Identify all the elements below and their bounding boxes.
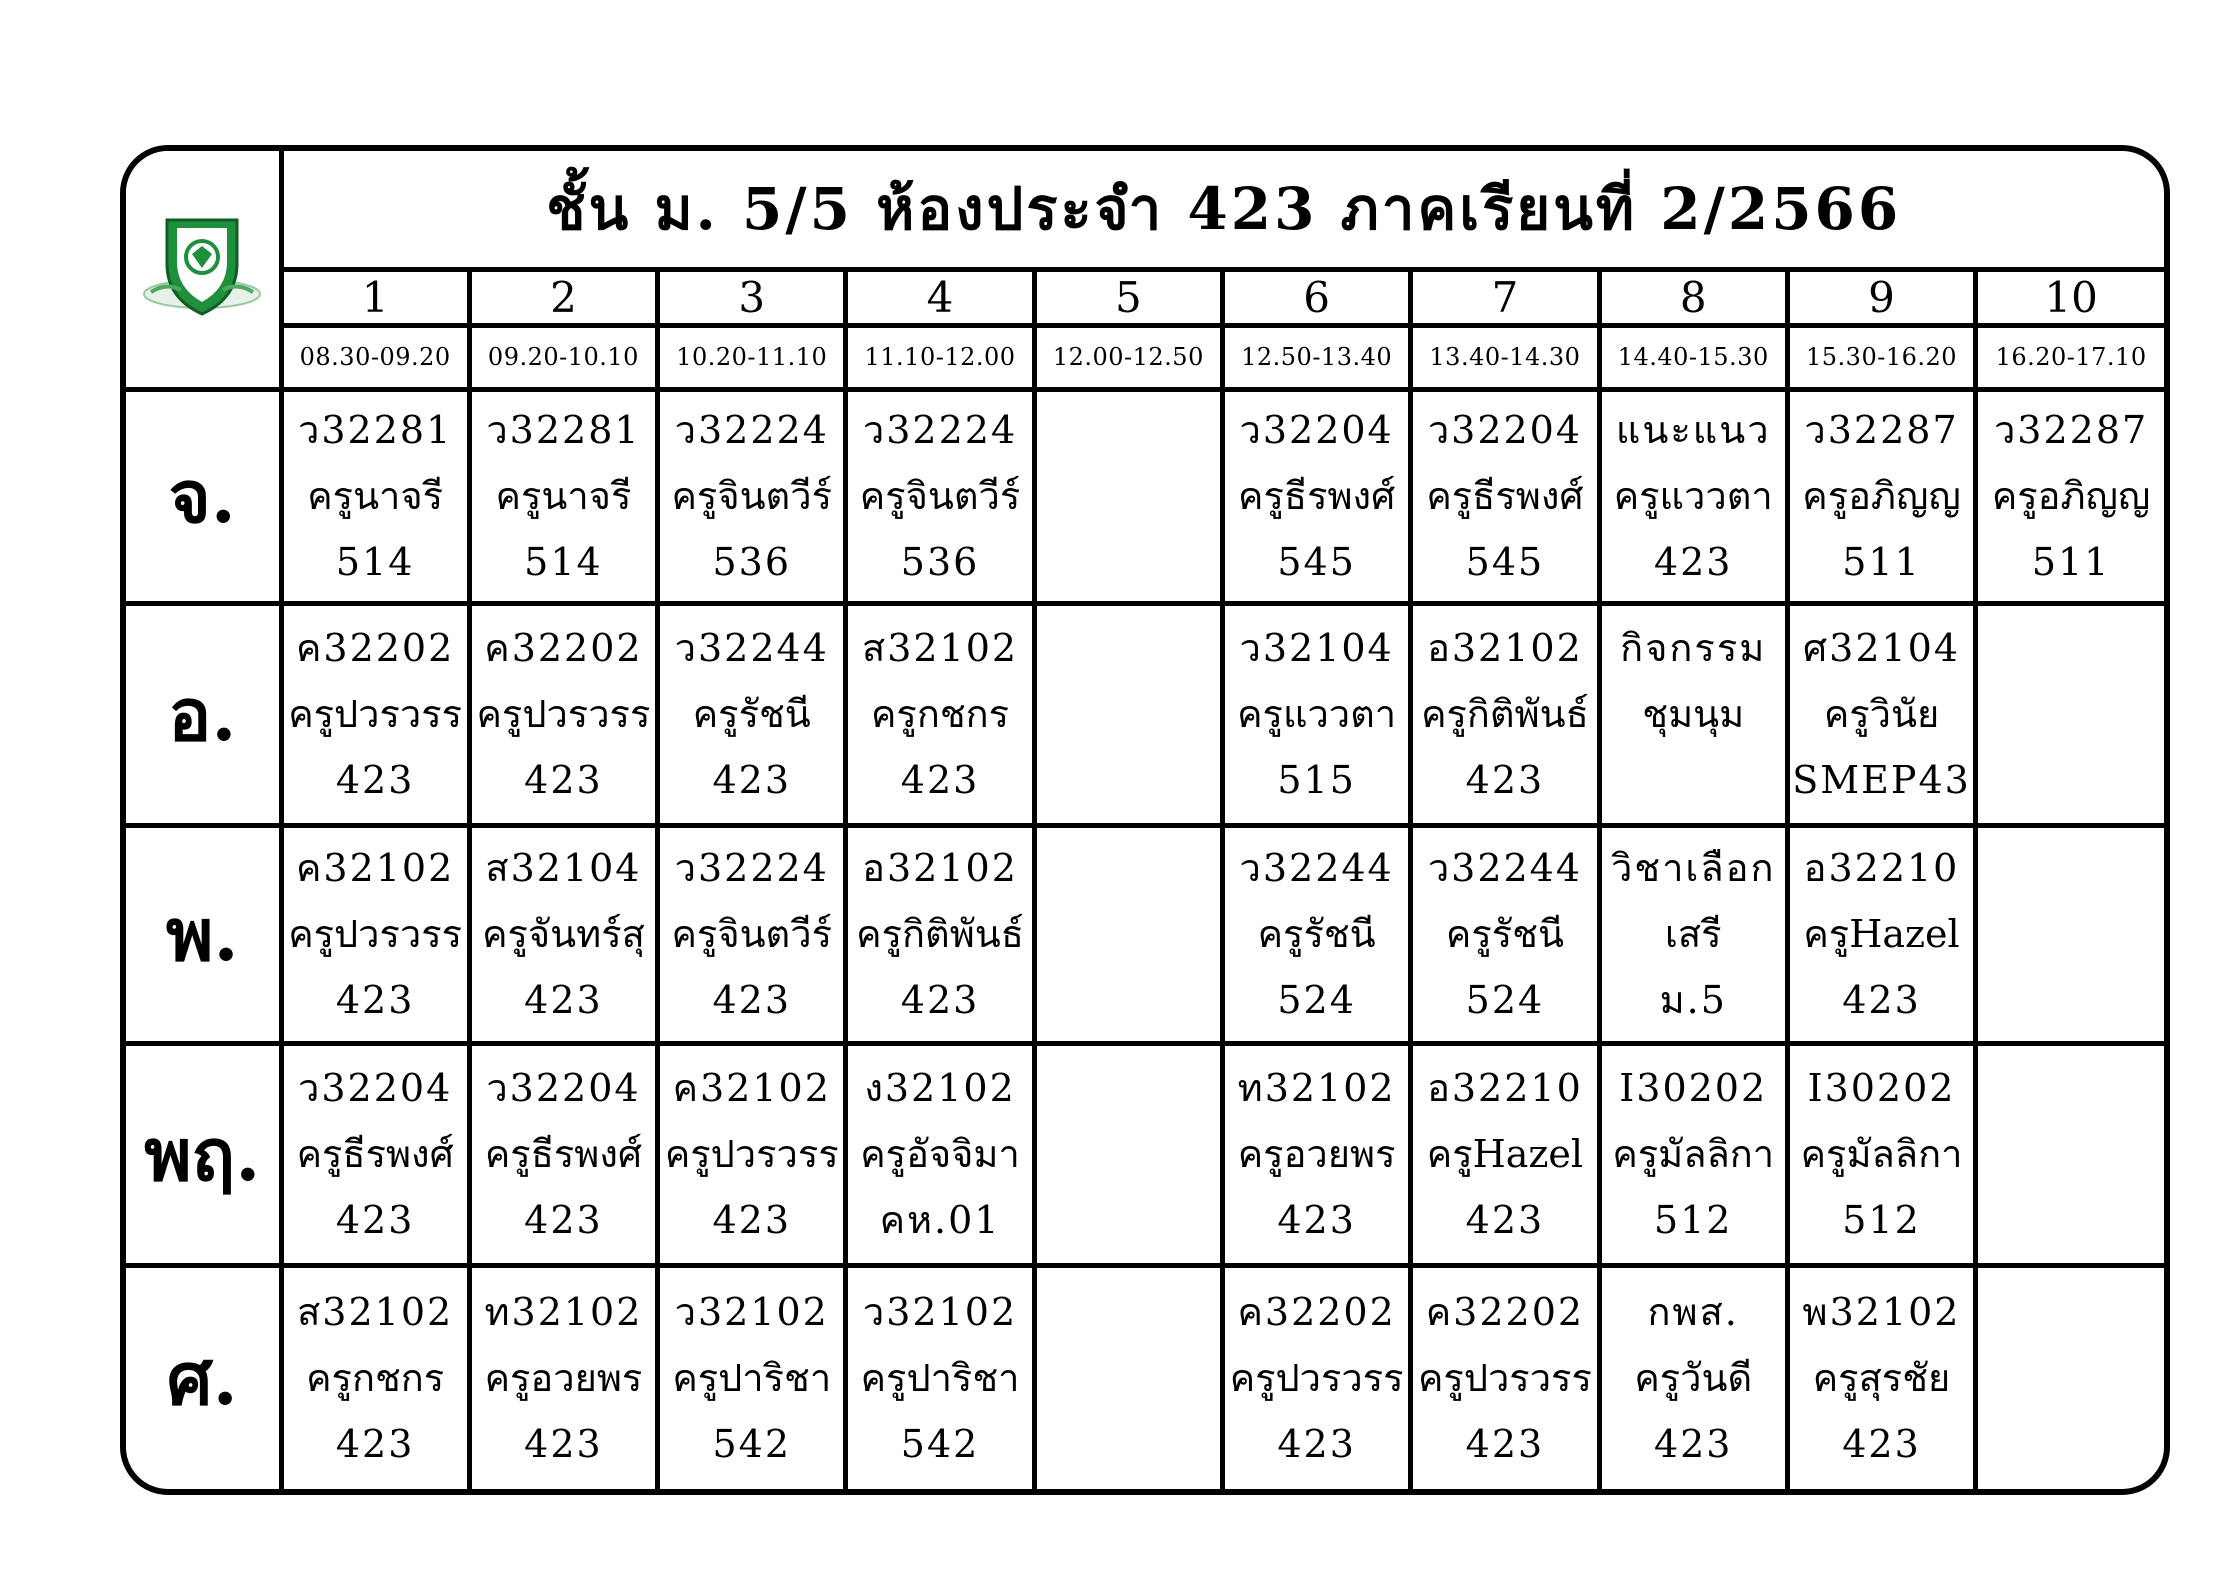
room-number: 423 xyxy=(1465,1198,1545,1242)
day-row xyxy=(126,1043,2164,1265)
room-number: 423 xyxy=(1277,1198,1356,1242)
schedule-cell xyxy=(281,1265,469,1489)
teacher-name: ครูปวรวรร xyxy=(1229,1356,1404,1401)
subject-code: ค32202 xyxy=(1237,1290,1396,1335)
room-number: 423 xyxy=(335,978,415,1022)
schedule-cell xyxy=(1976,825,2164,1043)
subject-code: ส32102 xyxy=(297,1290,454,1335)
schedule-cell xyxy=(469,389,657,603)
room-number: 512 xyxy=(1842,1198,1921,1242)
subject-code xyxy=(1037,1279,1220,1345)
room-number xyxy=(1037,529,1220,595)
teacher-name: ครูจินตวีร์ xyxy=(671,474,832,518)
schedule-cell xyxy=(1599,603,1787,825)
schedule-cell xyxy=(1976,1265,2164,1489)
room-number xyxy=(1037,747,1220,813)
subject-code xyxy=(1978,615,2164,681)
schedule-cell xyxy=(846,603,1034,825)
subject-code: I30202 xyxy=(1619,1066,1768,1110)
subject-code: ว32287 xyxy=(1993,408,2149,452)
room-number: 524 xyxy=(1277,978,1356,1022)
room-number: 512 xyxy=(1653,1198,1733,1242)
subject-code: ว32244 xyxy=(1239,846,1394,890)
subject-code xyxy=(1978,1055,2164,1121)
schedule-cell xyxy=(1411,603,1599,825)
subject-code xyxy=(1037,397,1220,463)
subject-code: ง32102 xyxy=(864,1066,1016,1110)
teacher-name: ครูสุรชัย xyxy=(1812,1356,1951,1401)
school-logo-cell xyxy=(126,151,281,389)
teacher-name: ครูอภิญญ xyxy=(1991,474,2151,518)
teacher-name xyxy=(1037,901,1220,967)
schedule-cell xyxy=(1976,1043,2164,1265)
room-number: 511 xyxy=(1842,540,1921,584)
day-label: อ. xyxy=(126,603,281,825)
schedule-cell xyxy=(846,389,1034,603)
teacher-name: ครูอวยพร xyxy=(484,1356,643,1401)
subject-code: I30202 xyxy=(1807,1066,1956,1110)
schedule-cell xyxy=(1222,825,1410,1043)
room-number: 536 xyxy=(712,540,791,584)
schedule-cell xyxy=(658,1265,846,1489)
schedule-cell xyxy=(1411,389,1599,603)
period-time: 09.20-10.10 xyxy=(469,325,657,389)
teacher-name xyxy=(1037,463,1220,529)
teacher-name: ครูกชกร xyxy=(871,692,1010,736)
room-number: 423 xyxy=(1465,758,1545,802)
subject-code: ค32202 xyxy=(295,626,455,670)
teacher-name: ครูแววตา xyxy=(1613,474,1773,518)
schedule-cell xyxy=(1599,1265,1787,1489)
teacher-name: ครูปวรวรร xyxy=(288,692,463,736)
teacher-name: ครูปวรวรร xyxy=(476,692,651,736)
teacher-name xyxy=(1978,681,2164,747)
subject-code: ส32102 xyxy=(862,626,1019,670)
period-number: 10 xyxy=(1976,269,2164,325)
schedule-cell xyxy=(1034,1265,1222,1489)
schedule-cell xyxy=(1411,1043,1599,1265)
subject-code: แนะแนว xyxy=(1615,408,1771,452)
schedule-cell xyxy=(469,1265,657,1489)
subject-code: กพส. xyxy=(1647,1290,1739,1335)
room-number: 545 xyxy=(1465,540,1545,584)
subject-code: ว32244 xyxy=(674,626,829,670)
teacher-name: ครูวันดี xyxy=(1634,1356,1753,1401)
timetable-sheet xyxy=(120,145,2170,1495)
teacher-name: ครูธีรพงศ์ xyxy=(1238,474,1396,518)
room-number: 423 xyxy=(524,758,603,802)
subject-code: ค32102 xyxy=(295,846,455,890)
room-number: 514 xyxy=(524,540,603,584)
teacher-name: เสรี xyxy=(1664,912,1722,956)
day-label: จ. xyxy=(126,389,281,603)
teacher-name: ครูปาริชา xyxy=(672,1356,832,1401)
room-number: 423 xyxy=(335,1422,415,1467)
teacher-name: ครูอัจจิมา xyxy=(860,1132,1020,1176)
subject-code xyxy=(1978,1279,2164,1345)
room-number: ม.5 xyxy=(1659,978,1727,1022)
teacher-name: ครูปาริชา xyxy=(860,1356,1020,1401)
day-label: พ. xyxy=(126,825,281,1043)
room-number: 542 xyxy=(712,1422,791,1467)
schedule-cell xyxy=(1787,1265,1975,1489)
schedule-cell xyxy=(1411,1265,1599,1489)
period-number: 3 xyxy=(658,269,846,325)
subject-code: ค32202 xyxy=(1425,1290,1585,1335)
schedule-cell xyxy=(658,1043,846,1265)
subject-code: อ32102 xyxy=(862,846,1018,890)
teacher-name: ครูวินัย xyxy=(1823,692,1940,736)
subject-code: ว32244 xyxy=(1427,846,1583,890)
teacher-name: ครูธีรพงศ์ xyxy=(484,1132,643,1176)
schedule-cell xyxy=(1787,603,1975,825)
period-number: 9 xyxy=(1787,269,1975,325)
schedule-cell xyxy=(846,1265,1034,1489)
period-number: 2 xyxy=(469,269,657,325)
room-number xyxy=(1602,747,1785,813)
room-number: 423 xyxy=(1842,1422,1921,1467)
period-number: 1 xyxy=(281,269,469,325)
schedule-cell xyxy=(846,825,1034,1043)
teacher-name: ครูจันทร์สุ xyxy=(482,912,645,956)
schedule-cell xyxy=(1222,389,1410,603)
subject-code xyxy=(1037,1055,1220,1121)
room-number: 423 xyxy=(712,978,791,1022)
teacher-name: ครูแววตา xyxy=(1237,692,1397,736)
subject-code: พ32102 xyxy=(1802,1290,1961,1335)
subject-code: อ32210 xyxy=(1427,1066,1583,1110)
teacher-name xyxy=(1037,1345,1220,1411)
schedule-cell xyxy=(1976,603,2164,825)
room-number: 423 xyxy=(524,978,603,1022)
room-number xyxy=(1978,1411,2164,1477)
subject-code xyxy=(1037,615,1220,681)
subject-code: ว32281 xyxy=(486,408,641,452)
teacher-name: ครูมัลลิกา xyxy=(1800,1132,1963,1176)
teacher-name xyxy=(1037,1121,1220,1187)
period-time: 13.40-14.30 xyxy=(1411,325,1599,389)
schedule-cell xyxy=(846,1043,1034,1265)
period-time: 08.30-09.20 xyxy=(281,325,469,389)
period-number: 8 xyxy=(1599,269,1787,325)
schedule-cell xyxy=(658,603,846,825)
schedule-cell xyxy=(1787,825,1975,1043)
schedule-cell xyxy=(1411,825,1599,1043)
schedule-cell xyxy=(469,1043,657,1265)
room-number: 545 xyxy=(1277,540,1356,584)
teacher-name: ครูHazel xyxy=(1803,912,1960,956)
teacher-name: ชุมนุม xyxy=(1642,692,1745,736)
day-label: พฤ. xyxy=(126,1043,281,1265)
room-number: 423 xyxy=(900,758,980,802)
schedule-cell xyxy=(1787,389,1975,603)
subject-code: กิจกรรม xyxy=(1620,626,1767,670)
subject-code: ว32224 xyxy=(674,408,829,452)
subject-code: วิชาเลือก xyxy=(1610,846,1776,890)
subject-code: ว32102 xyxy=(862,1290,1018,1335)
schedule-cell xyxy=(281,389,469,603)
room-number: 423 xyxy=(1465,1422,1545,1467)
room-number xyxy=(1978,1187,2164,1253)
room-number: 423 xyxy=(524,1422,603,1467)
period-number: 6 xyxy=(1222,269,1410,325)
subject-code: ว32204 xyxy=(1239,408,1394,452)
teacher-name: ครูกิติพันธ์ xyxy=(856,912,1024,956)
teacher-name: ครูมัลลิกา xyxy=(1612,1132,1775,1176)
subject-code: ว32224 xyxy=(862,408,1018,452)
timetable xyxy=(126,151,2164,1489)
schedule-cell xyxy=(1034,825,1222,1043)
subject-code: ส32104 xyxy=(485,846,642,890)
period-time: 11.10-12.00 xyxy=(846,325,1034,389)
teacher-name: ครูจินตวีร์ xyxy=(671,912,832,956)
subject-code: ว32281 xyxy=(298,408,453,452)
teacher-name xyxy=(1978,1121,2164,1187)
room-number: 536 xyxy=(900,540,980,584)
schedule-cell xyxy=(1599,825,1787,1043)
period-time: 12.50-13.40 xyxy=(1222,325,1410,389)
day-row xyxy=(126,825,2164,1043)
schedule-cell xyxy=(1976,389,2164,603)
subject-code: ศ32104 xyxy=(1803,626,1961,670)
room-number: 423 xyxy=(524,1198,603,1242)
subject-code: ว32104 xyxy=(1239,626,1394,670)
subject-code: ท32102 xyxy=(1237,1066,1396,1110)
schedule-cell xyxy=(1222,603,1410,825)
room-number: 423 xyxy=(1653,540,1733,584)
period-time: 15.30-16.20 xyxy=(1787,325,1975,389)
subject-code: ว32204 xyxy=(298,1066,453,1110)
subject-code: ว32204 xyxy=(1427,408,1583,452)
room-number: 514 xyxy=(335,540,415,584)
schedule-cell xyxy=(1034,389,1222,603)
room-number xyxy=(1037,1411,1220,1477)
room-number: 511 xyxy=(2031,540,2111,584)
teacher-name: ครูปวรวรร xyxy=(1418,1356,1592,1401)
teacher-name xyxy=(1978,901,2164,967)
room-number: 423 xyxy=(335,758,415,802)
room-number: 423 xyxy=(1653,1422,1733,1467)
subject-code: ว32287 xyxy=(1804,408,1959,452)
schedule-cell xyxy=(281,603,469,825)
schedule-cell xyxy=(1034,603,1222,825)
room-number: 524 xyxy=(1465,978,1545,1022)
teacher-name: ครูอภิญญ xyxy=(1802,474,1961,518)
subject-code: ค32202 xyxy=(484,626,643,670)
period-time: 10.20-11.10 xyxy=(658,325,846,389)
room-number: 423 xyxy=(900,978,980,1022)
subject-code: อ32210 xyxy=(1803,846,1960,890)
room-number: 423 xyxy=(1277,1422,1356,1467)
room-number: 423 xyxy=(712,1198,791,1242)
schedule-cell xyxy=(1599,1043,1787,1265)
room-number: คห.01 xyxy=(879,1198,1001,1242)
period-time: 16.20-17.10 xyxy=(1976,325,2164,389)
subject-code: ค32102 xyxy=(672,1066,831,1110)
schedule-cell xyxy=(1222,1043,1410,1265)
room-number: SMEP43 xyxy=(1792,758,1971,802)
schedule-cell xyxy=(281,1043,469,1265)
teacher-name: ครูกชกร xyxy=(306,1356,445,1401)
subject-code: อ32102 xyxy=(1427,626,1583,670)
schedule-cell xyxy=(658,825,846,1043)
teacher-name: ครูรัชนี xyxy=(692,692,811,736)
schedule-cell xyxy=(658,389,846,603)
day-row xyxy=(126,603,2164,825)
teacher-name xyxy=(1978,1345,2164,1411)
room-number xyxy=(1978,747,2164,813)
schedule-cell xyxy=(469,603,657,825)
schedule-cell xyxy=(1787,1043,1975,1265)
period-time: 12.00-12.50 xyxy=(1034,325,1222,389)
subject-code: ว32102 xyxy=(674,1290,829,1335)
subject-code xyxy=(1037,835,1220,901)
teacher-name: ครูอวยพร xyxy=(1237,1132,1396,1176)
teacher-name xyxy=(1037,681,1220,747)
teacher-name: ครูนาจรี xyxy=(307,474,444,518)
room-number xyxy=(1037,1187,1220,1253)
room-number: 423 xyxy=(1842,978,1921,1022)
teacher-name: ครูHazel xyxy=(1426,1132,1584,1176)
period-number: 7 xyxy=(1411,269,1599,325)
teacher-name: ครูนาจรี xyxy=(495,474,632,518)
teacher-name: ครูปวรวรร xyxy=(664,1132,839,1176)
room-number: 515 xyxy=(1277,758,1356,802)
schedule-cell xyxy=(1034,1043,1222,1265)
room-number: 423 xyxy=(712,758,791,802)
teacher-name: ครูกิติพันธ์ xyxy=(1421,692,1589,736)
teacher-name: ครูปวรวรร xyxy=(288,912,463,956)
school-crest-icon xyxy=(137,202,267,332)
subject-code: ว32204 xyxy=(486,1066,641,1110)
room-number xyxy=(1037,967,1220,1033)
teacher-name: ครูจินตวีร์ xyxy=(859,474,1021,518)
schedule-cell xyxy=(469,825,657,1043)
period-time: 14.40-15.30 xyxy=(1599,325,1787,389)
teacher-name: ครูธีรพงศ์ xyxy=(1426,474,1584,518)
room-number xyxy=(1978,967,2164,1033)
teacher-name: ครูธีรพงศ์ xyxy=(296,1132,454,1176)
subject-code: ว32224 xyxy=(674,846,829,890)
subject-code: ท32102 xyxy=(484,1290,643,1335)
teacher-name: ครูรัชนี xyxy=(1257,912,1376,956)
day-label: ศ. xyxy=(126,1265,281,1489)
room-number: 542 xyxy=(900,1422,980,1467)
day-row xyxy=(126,389,2164,603)
schedule-cell xyxy=(1599,389,1787,603)
day-row xyxy=(126,1265,2164,1489)
schedule-cell xyxy=(281,825,469,1043)
timetable-title: ชั้น ม. 5/5 ห้องประจำ 423 ภาคเรียนที่ 2/2566 xyxy=(281,151,2164,269)
period-number: 5 xyxy=(1034,269,1222,325)
teacher-name: ครูรัชนี xyxy=(1445,912,1564,956)
subject-code xyxy=(1978,835,2164,901)
room-number: 423 xyxy=(335,1198,415,1242)
period-number: 4 xyxy=(846,269,1034,325)
schedule-cell xyxy=(1222,1265,1410,1489)
